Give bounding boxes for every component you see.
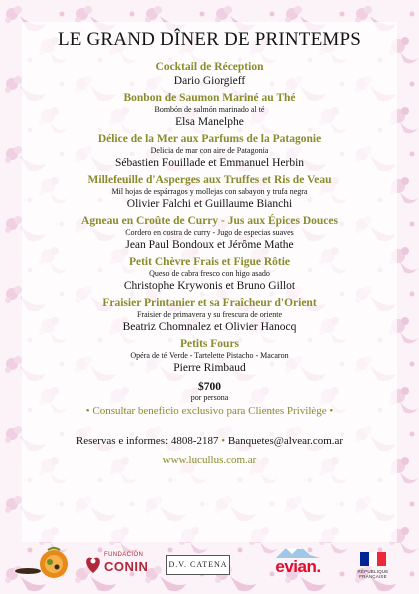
price: $700 [198, 381, 221, 393]
contact-email[interactable]: Banquetes@alvear.com.ar [227, 435, 344, 447]
course-item [0, 215, 419, 252]
course-name: Fraisier Printanier et sa Fraîcheur d'Orient [102, 297, 317, 309]
course-description: Mil hojas de espárragos y mollejas con sabayon y trufa negra [111, 187, 308, 196]
france-logo [346, 552, 400, 582]
page-title: LE GRAND DÎNER DE PRINTEMPS [57, 29, 362, 50]
course-name: Bonbon de Saumon Mariné au Thé [123, 92, 296, 104]
course-description: Bombón de salmón marinado al té [154, 105, 265, 114]
conin-label-name: CONIN [104, 559, 149, 574]
course-name: Millefeuille d'Asperges aux Truffes et Ris de Veau [87, 174, 332, 186]
course-description: Opéra de té Verde - Tartelette Pistacho - Macaron [130, 351, 289, 360]
course-chefs: Beatriz Chomnalez et Olivier Hanocq [122, 321, 297, 333]
conin-emblem-icon [84, 552, 102, 574]
catena-label: D.V. CATENA [168, 560, 228, 569]
course-item [0, 297, 419, 334]
price-unit: por persona [190, 393, 229, 402]
course-description: Fraisier de primavera y su frescura de oriente [136, 310, 283, 319]
course-item [0, 133, 419, 170]
course-item [0, 174, 419, 211]
course-chefs: Christophe Krywonis et Bruno Gillot [123, 280, 296, 292]
course-description: Delicia de mar con aire de Patagonia [150, 146, 269, 155]
france-label: RÉPUBLIQUE FRANÇAISE [357, 569, 389, 579]
course-name: Petit Chèvre Frais et Figue Rôtie [128, 256, 291, 268]
course-item [0, 338, 419, 375]
course-name: Cocktail de Réception [155, 61, 264, 73]
contact-label: Reservas e informes: [75, 435, 169, 447]
course-item [0, 61, 419, 88]
course-chefs: Pierre Rimbaud [173, 362, 246, 374]
course-chefs: Sébastien Fouillade et Emmanuel Herbin [114, 157, 305, 169]
website-link[interactable]: www.lucullus.com.ar [162, 454, 257, 466]
evian-label: evian. [275, 557, 321, 576]
conin-label-top: FUNDACIÓN [104, 552, 144, 558]
menu-content [0, 30, 419, 467]
course-item [0, 92, 419, 129]
contact-line [0, 435, 419, 448]
benefit-notice: • Consultar beneficio exclusivo para Clientes Privilège • [85, 405, 334, 417]
evian-logo [270, 546, 326, 582]
sponsor-logos [0, 544, 419, 584]
course-description: Queso de cabra fresco con higo asado [149, 269, 270, 278]
course-chefs: Elsa Manelphe [175, 116, 244, 128]
course-chefs: Jean Paul Bondoux et Jérôme Mathe [125, 239, 294, 251]
course-item [0, 256, 419, 293]
catena-logo [166, 555, 230, 575]
conin-logo [84, 548, 154, 582]
course-chefs: Olivier Falchi et Guillaume Bianchi [126, 198, 293, 210]
contact-phone[interactable]: 4808-2187 [170, 435, 219, 447]
course-chefs: Dario Giorgieff [173, 75, 246, 87]
course-name: Agneau en Croûte de Curry - Jus aux Épices Douces [81, 215, 338, 227]
contact-separator: • [221, 435, 226, 447]
course-name: Délice de la Mer aux Parfums de la Patagonie [97, 133, 322, 145]
course-name: Petits Fours [179, 338, 240, 350]
course-description: Cordero en costra de curry - Jugo de especias suaves [125, 228, 294, 237]
chef-fruit-logo [14, 546, 72, 582]
marianne-flag-icon [360, 552, 386, 566]
